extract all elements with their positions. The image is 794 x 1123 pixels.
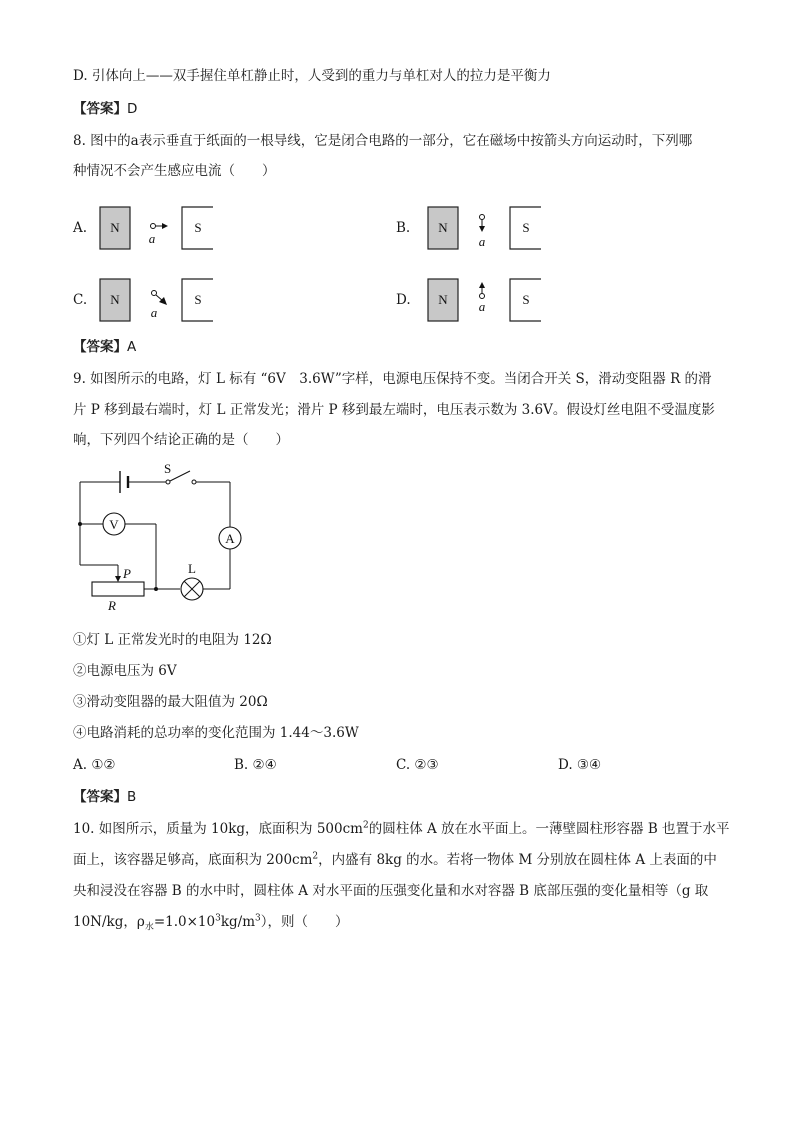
answer-label: 【答案】 — [73, 789, 127, 805]
question-10-line-3: 央和浸没在容器 B 的水中时，圆柱体 A 对水平面的压强变化量和水对容器 B 底部压强的变化量相等（g 取 — [73, 883, 709, 899]
figure-option-c — [98, 276, 218, 324]
question-9-line-3: 响，下列四个结论正确的是（ ） — [73, 432, 289, 448]
north-label: N — [438, 292, 448, 307]
arrow-right-icon — [162, 223, 168, 229]
north-label: N — [110, 292, 120, 307]
wire-cross-section — [152, 291, 157, 296]
answer-row — [73, 788, 136, 806]
statement-3: ③滑动变阻器的最大阻值为 20Ω — [73, 694, 268, 710]
statement-2: ②电源电压为 6V — [73, 663, 177, 679]
answer-row — [73, 100, 137, 118]
question-10-line-2 — [73, 851, 717, 869]
switch-label: S — [164, 462, 172, 476]
wire-cross-section — [151, 224, 156, 229]
answer-value: B — [127, 789, 137, 805]
text-segment: 10. 如图所示，质量为 10kg，底面积为 500cm — [73, 821, 363, 837]
slider-label: P — [123, 566, 131, 581]
switch-contact — [192, 480, 196, 484]
voltmeter-label: V — [109, 517, 119, 532]
text-segment: ，内盛有 8kg 的水。若将一物体 M 分别放在圆柱体 A 上表面的中 — [318, 852, 717, 868]
answer-row — [73, 338, 136, 356]
answer-label: 【答案】 — [73, 101, 127, 117]
wire-cross-section — [480, 215, 485, 220]
rheostat-label: R — [108, 598, 116, 613]
wire-label: a — [148, 231, 156, 246]
switch-blade — [170, 471, 190, 481]
text-segment: 面上，该容器足够高，底面积为 200cm — [73, 852, 313, 868]
north-label: N — [110, 220, 120, 235]
text-segment: 的圆柱体 A 放在水平面上。一薄壁圆柱形容器 B 也置于水平 — [368, 821, 730, 837]
text-segment: kg/m — [220, 914, 256, 930]
option-d-text: D. 引体向上——双手握住单杠静止时，人受到的重力与单杠对人的拉力是平衡力 — [73, 68, 551, 84]
statement-1: ①灯 L 正常发光时的电阻为 12Ω — [73, 632, 272, 648]
ammeter-label: A — [225, 531, 235, 546]
statement-4: ④电路消耗的总功率的变化范围为 1.44～3.6W — [73, 725, 359, 741]
choice-c: C. ②③ — [396, 757, 439, 773]
superscript: 2 — [312, 851, 319, 862]
option-a-label: A. — [73, 220, 88, 236]
choice-b: B. ②④ — [234, 757, 277, 773]
question-9-line-1: 9. 如图所示的电路，灯 L 标有 “6V 3.6W”字样，电源电压保持不变。当闭合开关 S，滑动变阻器 R 的滑 — [73, 371, 712, 387]
south-label: S — [522, 292, 530, 307]
answer-value: D — [127, 101, 138, 117]
rheostat — [92, 582, 144, 596]
lamp-label: L — [188, 561, 196, 576]
option-b-label: B. — [396, 220, 411, 236]
arrow-down-icon — [115, 576, 121, 582]
circuit-diagram — [64, 462, 254, 617]
wire-label: a — [150, 305, 158, 320]
answer-value: A — [127, 339, 137, 355]
answer-label: 【答案】 — [73, 339, 127, 355]
text-segment: 10N/kg，ρ — [73, 914, 145, 930]
south-label: S — [194, 292, 202, 307]
wire-cross-section — [480, 294, 485, 299]
figure-option-d — [426, 276, 546, 324]
wire-label: a — [478, 234, 486, 249]
text-segment: =1.0×10 — [153, 914, 216, 930]
north-label: N — [438, 220, 448, 235]
switch-contact — [166, 480, 170, 484]
arrow-down-icon — [479, 226, 485, 232]
wire-label: a — [478, 299, 486, 314]
figure-option-b — [426, 204, 546, 252]
superscript: 3 — [215, 913, 221, 924]
choice-d: D. ③④ — [558, 757, 602, 773]
question-8-line-1: 8. 图中的a表示垂直于纸面的一根导线，它是闭合电路的一部分，它在磁场中按箭头方向运动时，下列哪 — [73, 133, 693, 149]
question-8-line-2: 种情况不会产生感应电流（ ） — [73, 163, 276, 179]
figure-option-a — [98, 204, 218, 252]
junction-dot — [154, 587, 158, 591]
south-label: S — [522, 220, 530, 235]
choice-a: A. ①② — [73, 757, 116, 773]
question-10-line-1 — [73, 820, 730, 838]
text-segment: ），则（ ） — [260, 914, 349, 930]
subscript: 水 — [144, 922, 154, 933]
option-c-label: C. — [73, 292, 88, 308]
option-d-label: D. — [396, 292, 411, 308]
question-9-line-2: 片 P 移到最右端时，灯 L 正常发光；滑片 P 移到最左端时，电压表示数为 3.6V。假设灯丝电阻不受温度影 — [73, 402, 715, 418]
superscript: 3 — [255, 913, 261, 924]
question-10-line-4 — [73, 913, 349, 931]
superscript: 2 — [362, 820, 369, 831]
south-label: S — [194, 220, 202, 235]
